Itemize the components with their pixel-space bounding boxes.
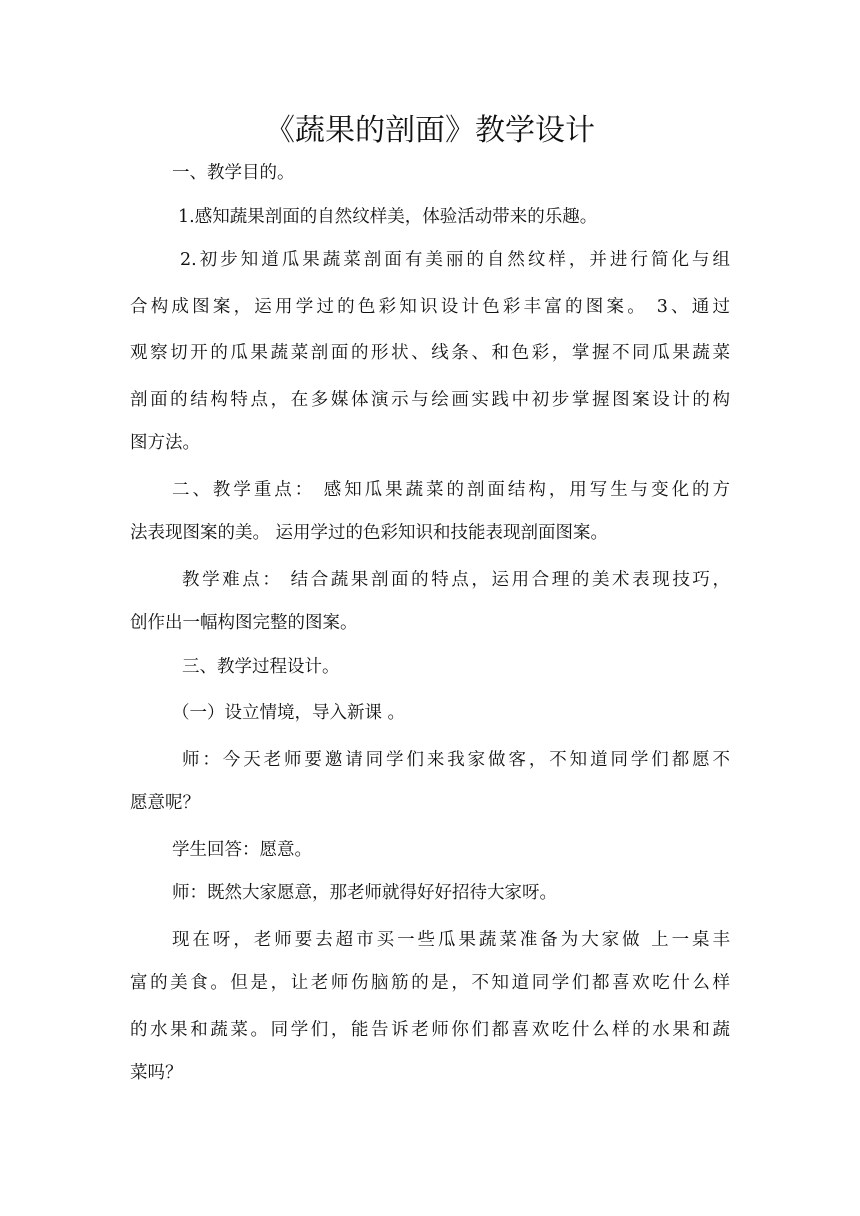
- paragraph-line: 2.初步知道瓜果蔬菜剖面有美丽的自然纹样，并进行简化与组: [180, 250, 730, 270]
- document-title: 《蔬果的剖面》教学设计: [265, 113, 595, 148]
- paragraph-line: 剖面的结构特点，在多媒体演示与绘画实践中初步掌握图案设计的构: [130, 390, 730, 410]
- paragraph-line: 师：今天老师要邀请同学们来我家做客，不知道同学们都愿不: [182, 750, 730, 770]
- paragraph-line: 菜吗？: [130, 1063, 183, 1083]
- paragraph-line: 的水果和蔬菜。同学们，能告诉老师你们都喜欢吃什么样的水果和蔬: [130, 1020, 730, 1040]
- paragraph-line: 合构成图案，运用学过的色彩知识设计色彩丰富的图案。 3、通过: [130, 297, 730, 317]
- paragraph-line: 富的美食。但是，让老师伤脑筋的是，不知道同学们都喜欢吃什么样: [130, 973, 730, 993]
- paragraph-line: 法表现图案的美。 运用学过的色彩知识和技能表现剖面图案。: [130, 523, 609, 543]
- paragraph-line: 师：既然大家愿意，那老师就得好好招待大家呀。: [172, 883, 557, 903]
- section-heading-objectives: 一、教学目的。: [172, 163, 295, 183]
- paragraph-line: 创作出一幅构图完整的图案。: [130, 613, 358, 633]
- section-heading-key-points: 二、教学重点： 感知瓜果蔬菜的剖面结构，用写生与变化的方: [172, 480, 730, 500]
- section-heading-process: 三、教学过程设计。: [182, 657, 340, 677]
- paragraph-line: 学生回答：愿意。: [172, 840, 312, 860]
- paragraph-line: 现在呀，老师要去超市买一些瓜果蔬菜准备为大家做 上一桌丰: [172, 930, 730, 950]
- paragraph-difficulty: 教学难点： 结合蔬果剖面的特点，运用合理的美术表现技巧，: [182, 570, 730, 590]
- paragraph-line: 1.感知蔬果剖面的自然纹样美，体验活动带来的乐趣。: [178, 207, 598, 227]
- paragraph-line: 愿意呢？: [130, 793, 200, 813]
- subsection-heading: （一）设立情境，导入新课 。: [172, 703, 406, 723]
- paragraph-line: 图方法。: [130, 433, 200, 453]
- paragraph-line: 观察切开的瓜果蔬菜剖面的形状、线条、和色彩，掌握不同瓜果蔬菜: [130, 343, 730, 363]
